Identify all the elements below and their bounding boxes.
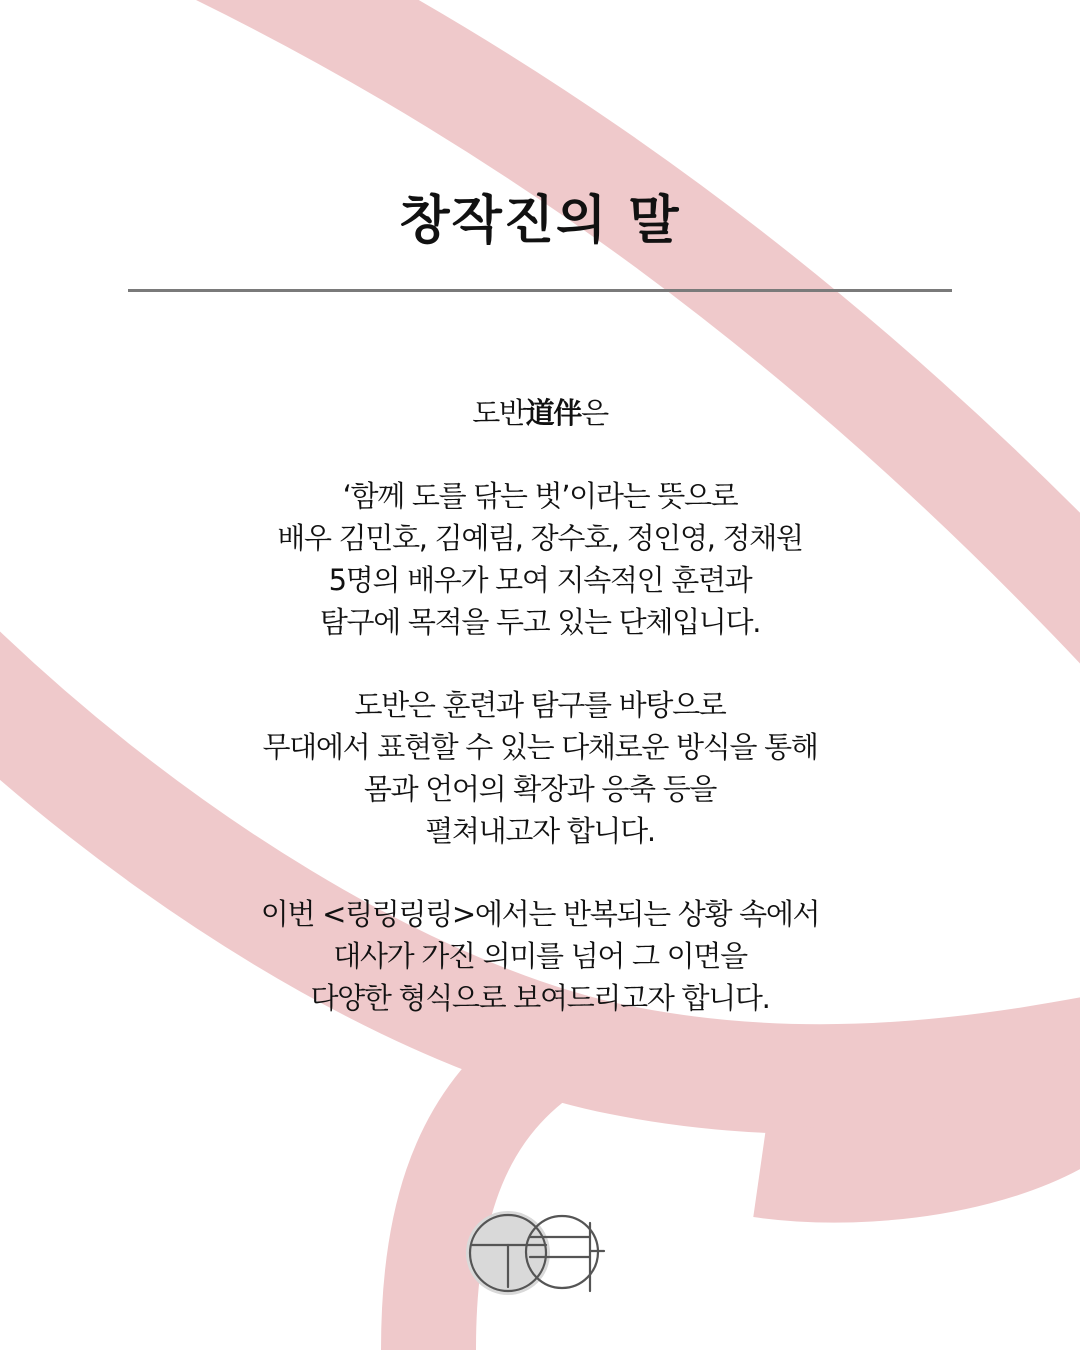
troupe-logo-icon	[462, 1205, 612, 1300]
intro-suffix: 은	[581, 396, 608, 430]
paragraph-line: 탐구에 목적을 두고 있는 단체입니다.	[319, 605, 761, 639]
intro-hanja: 道伴	[525, 396, 582, 430]
intro-prefix: 도반	[472, 396, 526, 430]
paragraph-line: 몸과 언어의 확장과 응축 등을	[363, 772, 717, 806]
paragraph-line: 펼쳐내고자 합니다.	[425, 814, 655, 848]
paragraph-line: 도반은 훈련과 탐구를 바탕으로	[354, 688, 726, 722]
paragraph-this-production	[160, 893, 920, 1019]
paragraph-line: 배우 김민호, 김예림, 장수호, 정인영, 정채원	[277, 521, 803, 555]
paragraph-line: ‘함께 도를 닦는 벗’이라는 뜻으로	[342, 479, 738, 513]
statement-body	[160, 392, 920, 1019]
paragraph-line: 다양한 형식으로 보여드리고자 합니다.	[310, 981, 770, 1015]
paragraph-line: 5명의 배우가 모여 지속적인 훈련과	[328, 563, 752, 597]
intro-line	[160, 392, 920, 434]
paragraph-line: 무대에서 표현할 수 있는 다채로운 방식을 통해	[262, 730, 818, 764]
paragraph-line: 대사가 가진 의미를 넘어 그 이면을	[333, 939, 747, 973]
page-title: 창작진의 말	[399, 190, 681, 251]
title-divider	[128, 289, 952, 292]
paragraph-line: 이번 <링링링링>에서는 반복되는 상황 속에서	[260, 897, 820, 931]
paragraph-approach	[160, 684, 920, 852]
paragraph-about-troupe	[160, 475, 920, 643]
